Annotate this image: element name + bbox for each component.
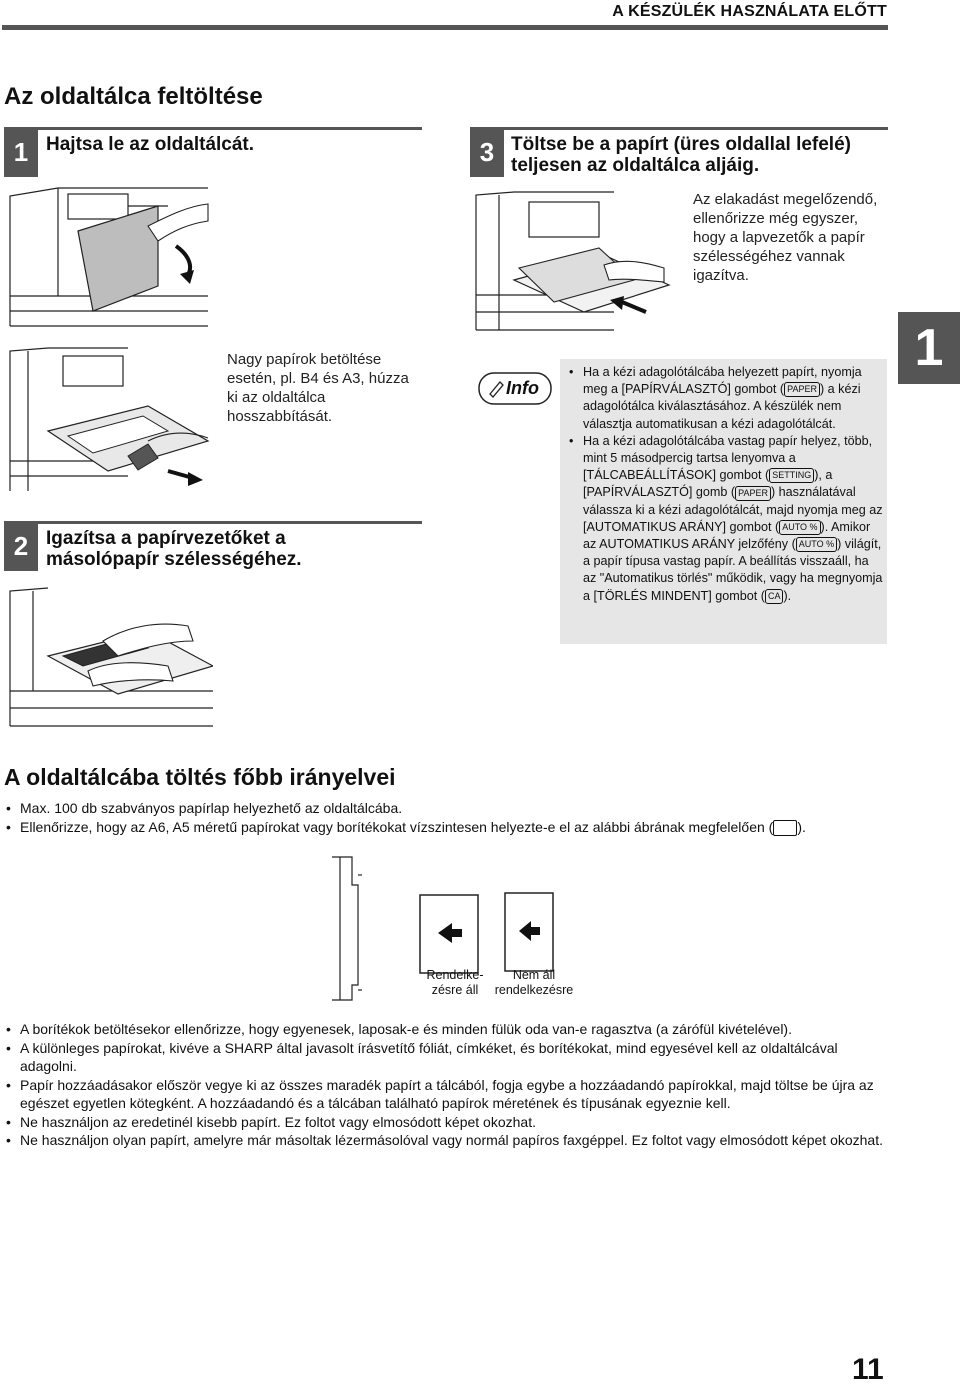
guideline-item: • Papír hozzáadásakor először vegye ki az összes maradék papírt a tálcából, fogja egybe a hozzáadandó papírokkal, majd töltse be újra az egészet egyetlen kötegként. A hozzáadandó és a tálcában található papírok méretének és típusának egyeznie kell. [6, 1076, 892, 1113]
header-rule [2, 25, 888, 30]
guidelines-bottom-bullets [6, 1020, 892, 1150]
info-text-span: ). Amikor az AUTOMATIKUS ARÁNY jelzőfény ( [583, 519, 871, 552]
step1-note-line: Nagy papírok betöltése [227, 351, 382, 368]
label-available [418, 968, 492, 998]
info-text-span: ) a kézi adagolótálca kiválasztásához. A készülék nem választja automatikusan a kézi adagolótálcát. [583, 382, 861, 431]
step2-title-line1: Igazítsa a papírvezetőket a [46, 528, 286, 549]
step2-title-line2: másolópapír szélességéhez. [46, 549, 302, 570]
guideline-text: ). [797, 818, 806, 835]
chapter-tab: 1 [898, 312, 960, 384]
info-text-span: ) világít, a papír típusa vastag papír. A beállítás visszaáll, ha az "Automatikus törlés" működik, vagy ha megnyomja a [TÖRLÉS MINDENT] gombot ( [583, 537, 883, 603]
ca-key-icon: CA [765, 589, 784, 604]
step3-note-line: ellenőrizze még egyszer, [693, 210, 859, 227]
step1-extension-illustration [8, 346, 213, 496]
guideline-item: • A borítékok betöltésekor ellenőrizze, hogy egyenesek, laposak-e és minden fülük oda van-e ragasztva (a zárófül kivételével). [6, 1020, 892, 1039]
guideline-item: • Ne használjon az eredetinél kisebb papírt. Ez foltot vagy elmosódott képet okozhat. [6, 1113, 892, 1132]
info-text-span: ), a [PAPÍRVÁLASZTÓ] gomb ( [583, 468, 833, 500]
info-text [567, 364, 885, 605]
step2-illustration [8, 586, 213, 728]
step1-illustration [8, 186, 213, 331]
step3-note [693, 190, 877, 285]
step3-title-line1: Töltse be a papírt (üres oldallal lefelé) [511, 134, 851, 155]
step1-number: 1 [4, 127, 38, 177]
step3-bar [470, 127, 888, 130]
auto-ratio-indicator-icon: AUTO % [796, 537, 837, 552]
guideline-item: • A különleges papírokat, kivéve a SHARP által javasolt írásvetítő fóliát, címkéket, és borítékokat, mind egyesével kell az oldaltálcával adagolni. [6, 1039, 892, 1076]
info-logo [478, 372, 552, 405]
label-line: rendelkezésre [494, 983, 574, 997]
step1-note-line: hosszabbítását. [227, 408, 333, 425]
setting-key-icon: SETTING [769, 468, 814, 483]
info-text-span: ). [783, 588, 792, 603]
paper-key-icon: PAPER [784, 382, 820, 397]
info-text-span: Ha a kézi adagolótálcába vastag papír helyez, több, mint 5 másodpercig tartsa lenyomva a [TÁLCABEÁLLÍTÁSOK] gombot ( [583, 433, 873, 483]
label-line: zésre áll [431, 983, 479, 997]
info-logo-text: Info [506, 378, 539, 398]
guideline-item: • Ne használjon olyan papírt, amelyre már másoltak lézermásolóval vagy normál papíros faxgéppel. Ez foltot vagy elmosódott képet okozhat. [6, 1131, 892, 1150]
auto-ratio-icon: AUTO % [779, 520, 820, 535]
step1-title: Hajtsa le az oldaltálcát. [46, 134, 255, 155]
label-not-available [490, 968, 578, 998]
step2-title [46, 528, 302, 570]
step3-number: 3 [470, 127, 504, 177]
page-number: 11 [852, 1353, 884, 1386]
header-title: A KÉSZÜLÉK HASZNÁLATA ELŐTT [612, 3, 887, 20]
step2-bar [4, 521, 422, 524]
info-item [567, 433, 885, 605]
guidelines-top-bullets [6, 799, 892, 836]
guideline-text: Ellenőrizze, hogy az A6, A5 méretű papírokat vagy borítékokat vízszintesen helyezte-e el az alábbi ábrának megfelelően ( [20, 818, 774, 835]
step1-bar [4, 127, 422, 130]
step3-note-line: hogy a lapvezetők a papír [693, 229, 865, 246]
info-item [567, 364, 885, 433]
step3-note-line: Az elakadást megelőzendő, [693, 191, 878, 208]
label-line: Rendelke- [426, 968, 484, 982]
step1-note [227, 350, 409, 426]
step3-title-line2: teljesen az oldaltálca aljáig. [511, 155, 760, 176]
step1-note-line: esetén, pl. B4 és A3, húzza [227, 370, 409, 387]
step3-note-line: igazítva. [693, 267, 749, 284]
info-text-span: Ha a kézi adagolótálcába helyezett papírt, nyomja meg a [PAPÍRVÁLASZTÓ] gombot ( [583, 365, 862, 397]
paper-key-icon: PAPER [735, 486, 771, 501]
step3-note-line: szélességéhez vannak [693, 248, 845, 265]
step1-note-line: ki az oldaltálca [227, 389, 326, 406]
guideline-item [6, 818, 892, 837]
step3-title [511, 134, 851, 176]
step3-illustration [474, 190, 679, 332]
label-line: Nem áll [512, 968, 556, 982]
info-text-span: ) használatával válassza ki a kézi adagolótálcát, majd nyomja meg az [AUTOMATIKUS ARÁNY] gombot ( [583, 485, 883, 534]
guidelines-title: A oldaltálcába töltés főbb irányelvei [4, 764, 396, 790]
section-title: Az oldaltálca feltöltése [4, 83, 263, 110]
step2-number: 2 [4, 521, 38, 571]
guideline-item: • Max. 100 db szabványos papírlap helyezhető az oldaltálcába. [6, 799, 892, 818]
landscape-paper-icon [773, 820, 797, 836]
